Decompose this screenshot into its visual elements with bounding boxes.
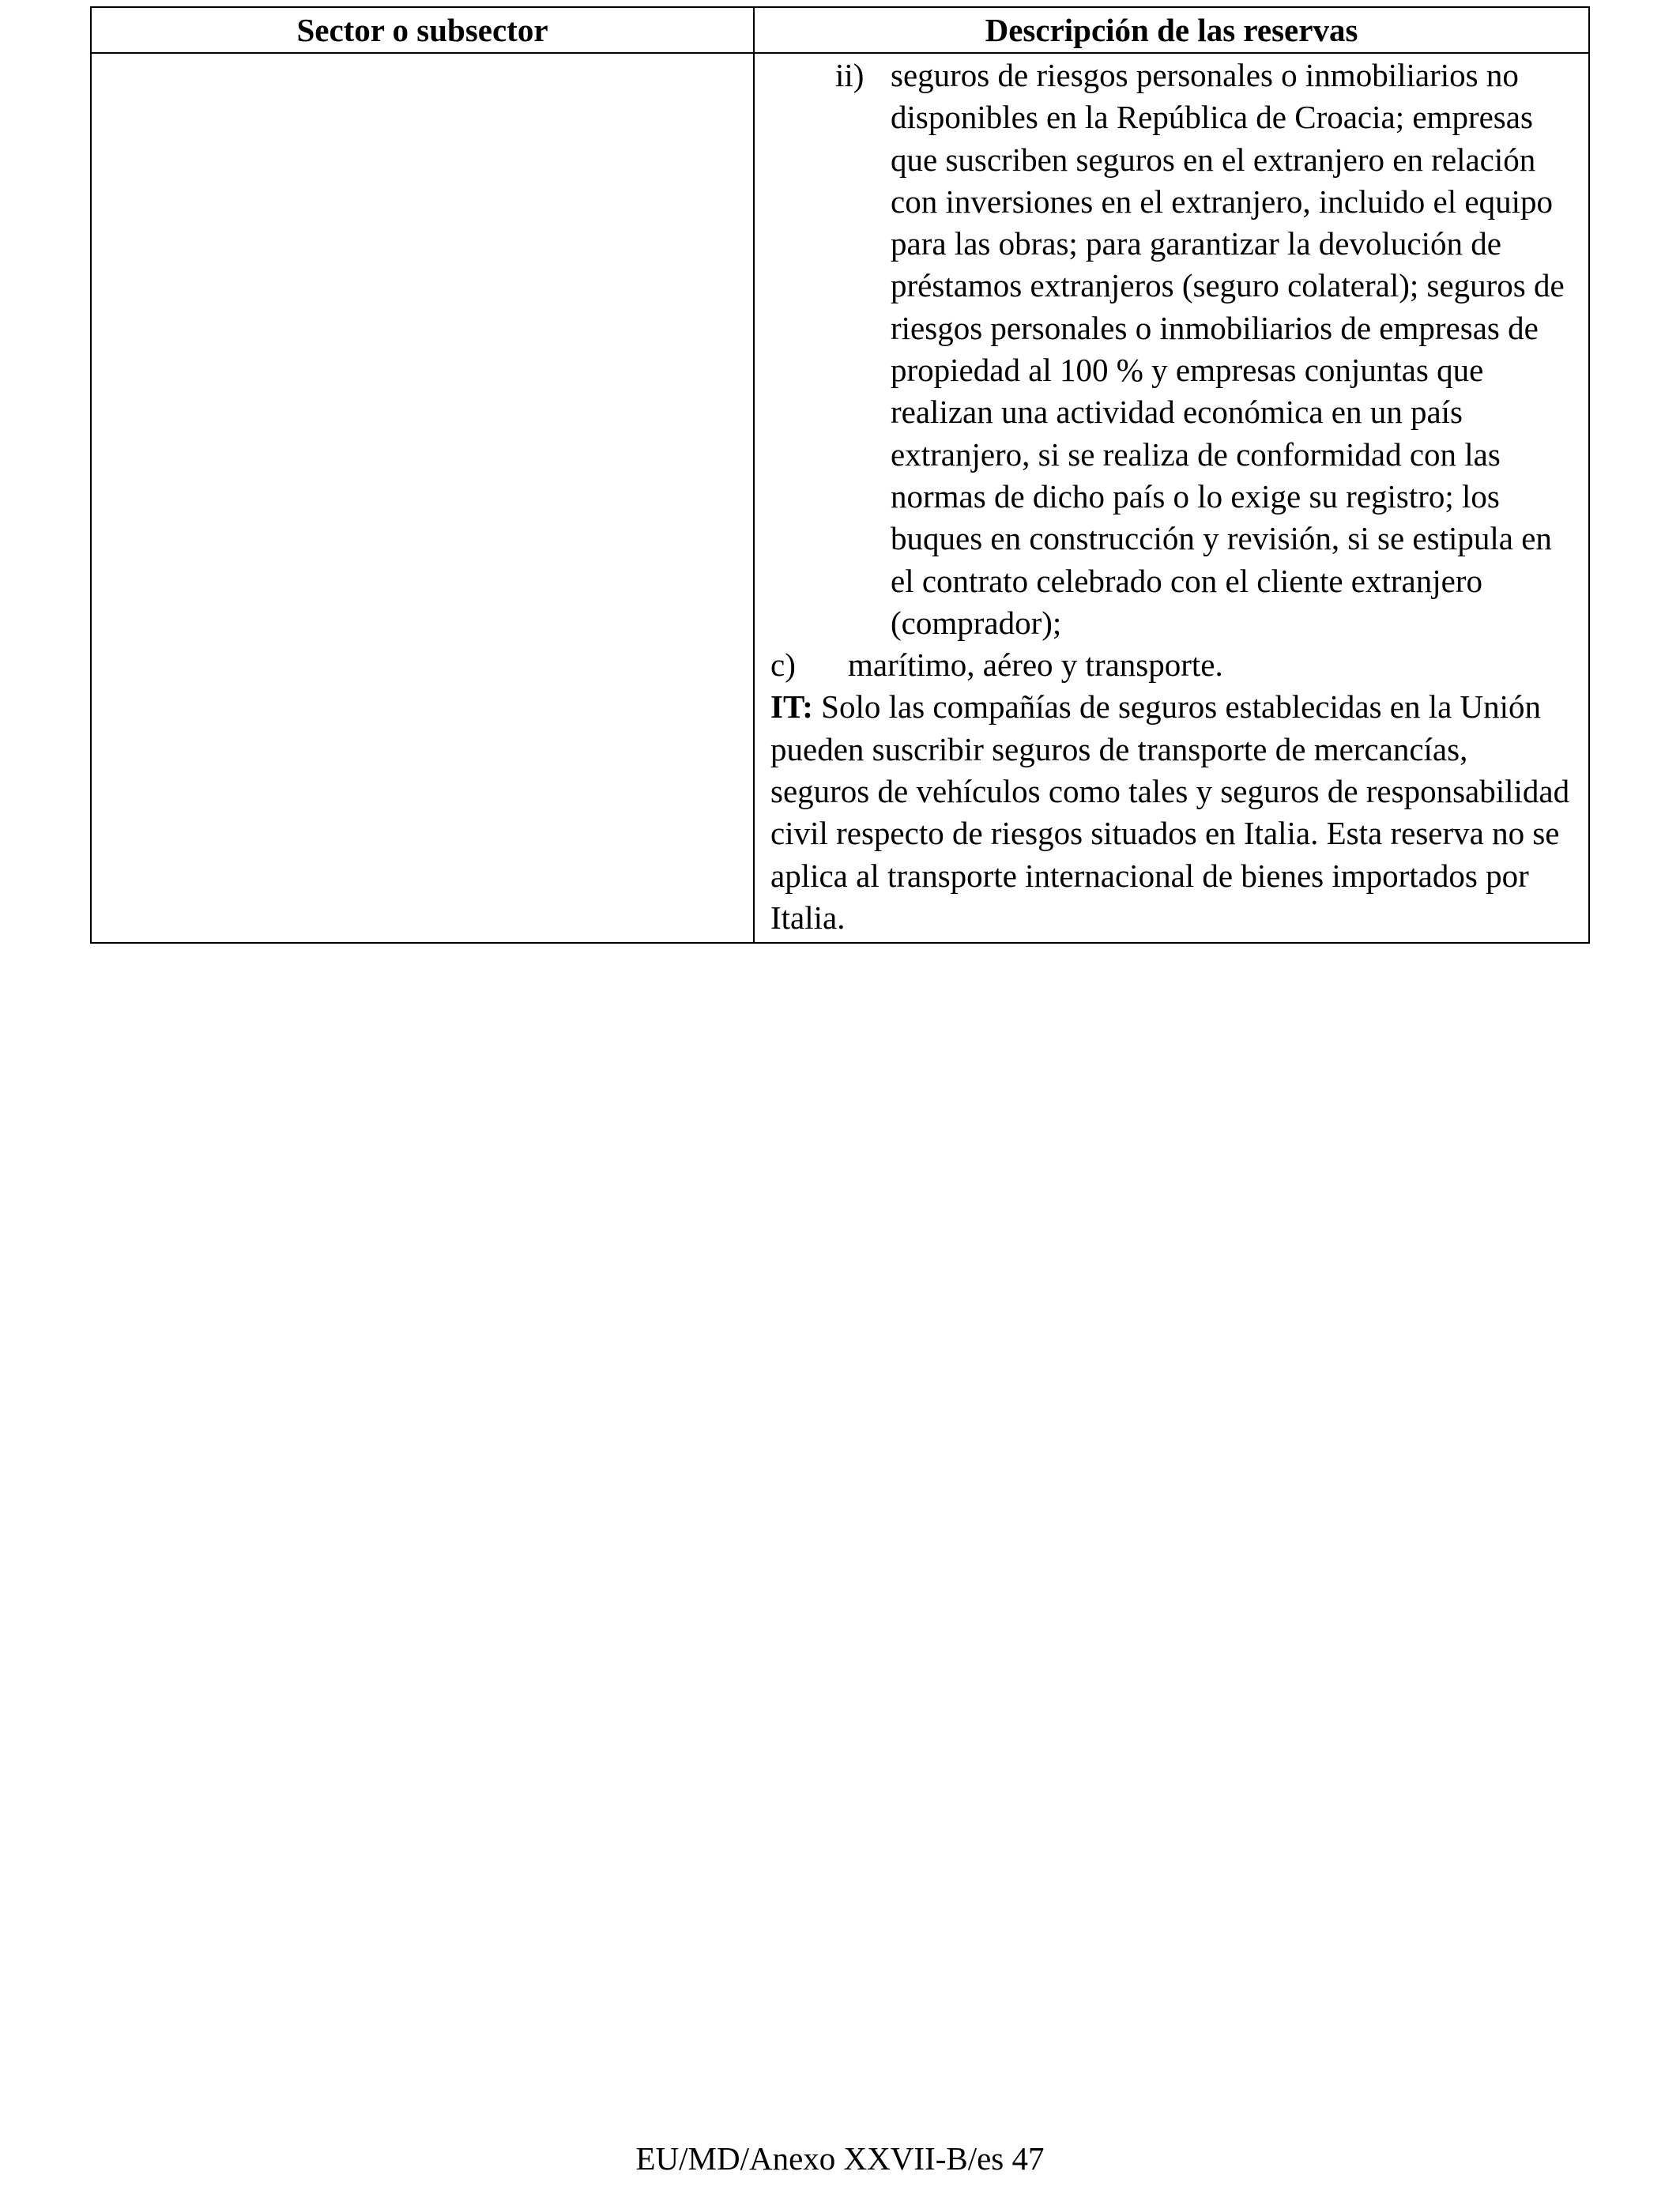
list-item-c-label: c) [770, 647, 796, 684]
it-country-code: IT: [770, 688, 813, 726]
header-sector: Sector o subsector [91, 7, 754, 53]
list-item-c-text: marítimo, aéreo y transporte. [848, 647, 1223, 684]
list-item-ii-label: ii) [835, 57, 864, 93]
header-description: Descripción de las reservas [754, 7, 1589, 53]
page-footer-reference: EU/MD/Anexo XXVII-B/es 47 [635, 2140, 1045, 2177]
list-item-ii-text: seguros de riesgos personales o inmobiliarios no disponibles en la República de Croacia; empresas que suscriben seguros en el extranjero en relación con inversiones en el extranjero, incluido el equipo para las obras; para garantizar la devolución de préstamos extranjeros (seguro colateral); seguros de riesgos personales o inmobiliarios de empresas de propiedad al 100 % y empresas conjuntas que realizan una actividad económica en un país extranjero, si se realiza de conformidad con las normas de dicho país o lo exige su registro; los buques en construcción y revisión, si se estipula en el contrato celebrado con el cliente extranjero (comprador); [891, 57, 1565, 641]
sector-cell [91, 53, 754, 943]
list-item-ii [770, 55, 1571, 644]
reservations-table [90, 6, 1590, 944]
table-row [91, 53, 1589, 943]
it-reservation-text: Solo las compañías de seguros establecidas en la Unión pueden suscribir seguros de transporte de mercancías, seguros de vehículos como tales y seguros de responsabilidad civil respecto de riesgos situados en Italia. Esta reserva no se aplica al transporte internacional de bienes importados por Italia. [770, 688, 1570, 936]
table-header-row [91, 7, 1589, 53]
it-reservation-paragraph [770, 686, 1571, 939]
list-item-c [770, 644, 1571, 686]
description-cell [754, 53, 1589, 943]
